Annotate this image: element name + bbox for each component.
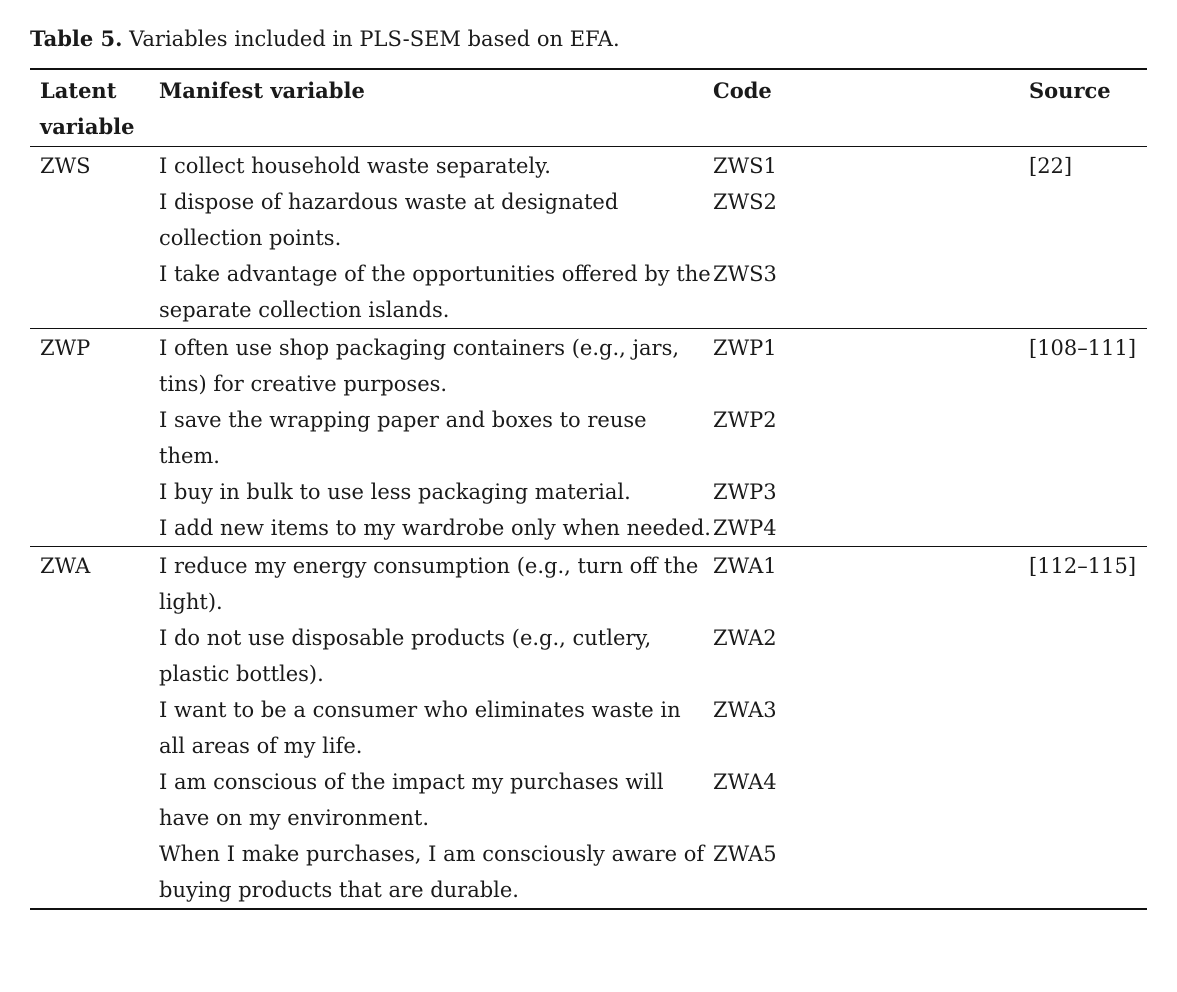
table-row — [30, 510, 1147, 547]
manifest-variable-cell: I collect household waste separately. — [159, 154, 551, 178]
source-cell: [108–111] — [1029, 329, 1147, 403]
table-row — [30, 692, 1147, 764]
header-manifest-variable: Manifest variable — [159, 78, 365, 103]
table-group-zws — [30, 147, 1147, 329]
header-source: Source — [1029, 78, 1111, 103]
manifest-variable-cell: When I make purchases, I am consciously aware of buying products that are durable. — [159, 836, 713, 909]
table-row — [30, 402, 1147, 474]
table-caption — [30, 24, 620, 54]
manifest-variable-cell: I reduce my energy consumption (e.g., turn off the light). — [159, 547, 713, 621]
table-row — [30, 256, 1147, 329]
code-cell: ZWA4 — [713, 770, 777, 794]
table-header — [30, 69, 1147, 147]
latent-variable-cell: ZWA — [30, 547, 159, 621]
source-cell: [112–115] — [1029, 547, 1147, 621]
code-cell: ZWP2 — [713, 408, 777, 432]
variables-table — [30, 68, 1147, 910]
manifest-variable-cell: I often use shop packaging containers (e.g., jars, tins) for creative purposes. — [159, 329, 713, 403]
table-row — [30, 329, 1147, 403]
code-cell: ZWA1 — [713, 547, 1029, 621]
source-cell: [22] — [1029, 154, 1073, 178]
header-latent-variable: Latent variable — [40, 78, 135, 139]
table-row — [30, 836, 1147, 909]
code-cell: ZWP3 — [713, 480, 777, 504]
manifest-variable-cell: I add new items to my wardrobe only when needed. — [159, 516, 711, 540]
table-group-zwp — [30, 329, 1147, 547]
header-row — [30, 69, 1147, 147]
manifest-variable-cell: I save the wrapping paper and boxes to reuse them. — [159, 408, 647, 468]
manifest-variable-cell: I do not use disposable products (e.g., cutlery, plastic bottles). — [159, 626, 652, 686]
table-row — [30, 184, 1147, 256]
latent-variable-cell: ZWP — [30, 329, 159, 403]
manifest-variable-cell: I buy in bulk to use less packaging material. — [159, 480, 631, 504]
table-row — [30, 764, 1147, 836]
code-cell: ZWA2 — [713, 626, 777, 650]
table-row — [30, 620, 1147, 692]
caption-text: Variables included in PLS-SEM based on EFA. — [122, 27, 620, 51]
latent-variable-cell: ZWS — [40, 154, 91, 178]
caption-label: Table 5. — [30, 26, 123, 51]
table-row — [30, 547, 1147, 621]
manifest-variable-cell: I dispose of hazardous waste at designated collection points. — [159, 190, 619, 250]
code-cell: ZWA5 — [713, 836, 1029, 909]
code-cell: ZWS2 — [713, 190, 777, 214]
code-cell: ZWP4 — [713, 516, 777, 540]
table-row — [30, 147, 1147, 185]
header-code: Code — [713, 78, 772, 103]
table-row — [30, 474, 1147, 510]
code-cell: ZWS3 — [713, 262, 777, 286]
manifest-variable-cell: I am conscious of the impact my purchases will have on my environment. — [159, 770, 664, 830]
manifest-variable-cell: I take advantage of the opportunities offered by the separate collection islands. — [159, 262, 711, 322]
code-cell: ZWP1 — [713, 329, 1029, 403]
manifest-variable-cell: I want to be a consumer who eliminates waste in all areas of my life. — [159, 698, 681, 758]
table-group-zwa — [30, 547, 1147, 910]
code-cell: ZWS1 — [713, 154, 777, 178]
code-cell: ZWA3 — [713, 698, 777, 722]
